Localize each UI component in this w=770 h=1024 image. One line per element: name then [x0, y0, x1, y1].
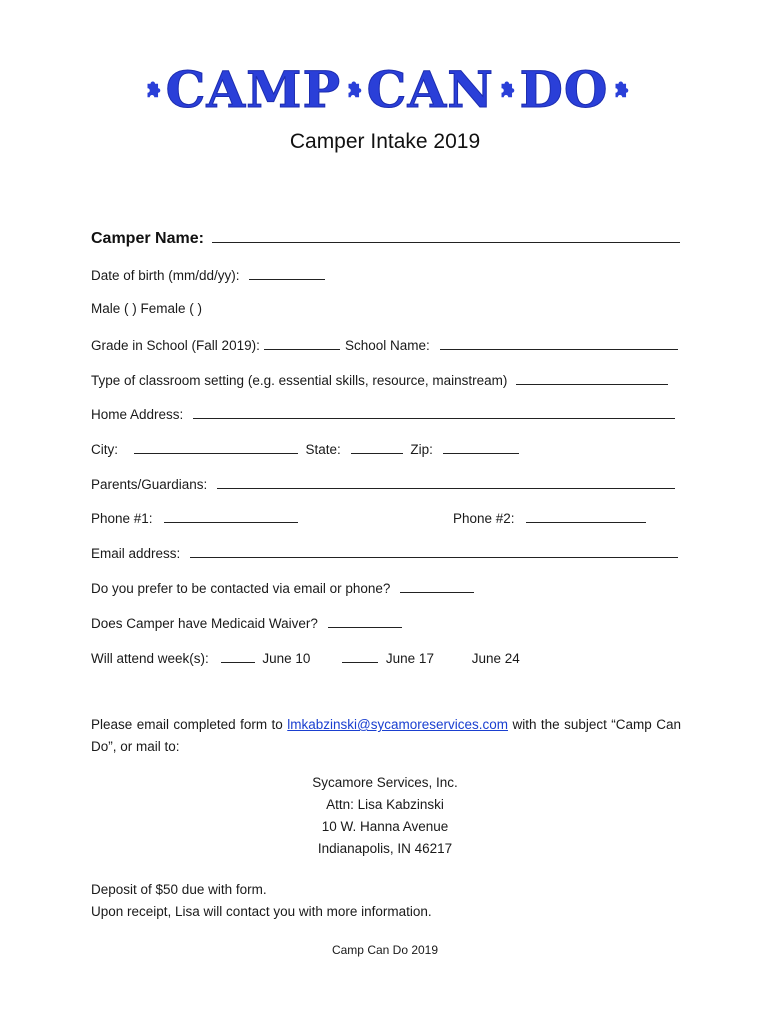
- camper-name-row: [91, 228, 680, 248]
- phone2-row: [453, 508, 646, 528]
- dob-label: Date of birth (mm/dd/yy):: [91, 268, 240, 283]
- medicaid-label: Does Camper have Medicaid Waiver?: [91, 616, 318, 631]
- home-address-label: Home Address:: [91, 407, 184, 422]
- phone1-field[interactable]: [164, 508, 298, 523]
- home-address-field[interactable]: [193, 404, 675, 419]
- phone1-row: [91, 508, 298, 528]
- puzzle-piece-icon: [611, 77, 631, 107]
- phone1-label: Phone #1:: [91, 511, 153, 526]
- email-field[interactable]: [190, 543, 678, 558]
- week1-label: June 10: [262, 651, 311, 666]
- home-address-row: [91, 404, 675, 424]
- week1-field[interactable]: [221, 648, 255, 663]
- form-title: Camper Intake 2019: [289, 130, 481, 153]
- logo-word-can: CAN: [366, 60, 494, 119]
- address-line: Indianapolis, IN 46217: [317, 841, 453, 856]
- classroom-row: [91, 370, 668, 390]
- city-label: City:: [91, 442, 118, 457]
- email-label: Email address:: [91, 546, 181, 561]
- school-name-label: School Name:: [345, 338, 430, 353]
- instructions-paragraph: [91, 714, 681, 758]
- week3-label: June 24: [471, 651, 520, 666]
- school-name-field[interactable]: [440, 335, 678, 350]
- state-label: State:: [305, 442, 341, 457]
- logo-word-camp: CAMP: [165, 60, 342, 119]
- deposit-line: Upon receipt, Lisa will contact you with more information.: [91, 904, 432, 919]
- gender-row: [91, 300, 202, 318]
- week2-label: June 17: [385, 651, 434, 666]
- medicaid-row: [91, 613, 402, 633]
- phone2-label: Phone #2:: [453, 511, 515, 526]
- dob-field[interactable]: [249, 265, 325, 280]
- city-field[interactable]: [134, 439, 298, 454]
- address-line: 10 W. Hanna Avenue: [321, 819, 449, 834]
- state-field[interactable]: [351, 439, 403, 454]
- logo-word-do: DO: [519, 60, 609, 119]
- parents-row: [91, 474, 675, 494]
- contact-pref-row: [91, 578, 474, 598]
- address-line: Sycamore Services, Inc.: [312, 775, 458, 790]
- medicaid-field[interactable]: [328, 613, 402, 628]
- deposit-paragraph: [91, 879, 681, 923]
- instructions-text: Please email completed form to: [91, 717, 288, 732]
- parents-field[interactable]: [217, 474, 675, 489]
- weeks-label: Will attend week(s):: [91, 651, 209, 666]
- email-link[interactable]: lmkabzinski@sycamoreservices.com: [287, 717, 509, 732]
- grade-label: Grade in School (Fall 2019):: [91, 338, 260, 353]
- weeks-row: [91, 648, 520, 668]
- phone2-field[interactable]: [526, 508, 646, 523]
- address-line: Attn: Lisa Kabzinski: [326, 797, 444, 812]
- dob-row: [91, 265, 325, 285]
- camper-name-field[interactable]: [212, 228, 680, 243]
- grade-row: [91, 335, 340, 355]
- grade-field[interactable]: [264, 335, 340, 350]
- page-footer: Camp Can Do 2019: [331, 943, 439, 957]
- zip-field[interactable]: [443, 439, 519, 454]
- contact-pref-field[interactable]: [400, 578, 474, 593]
- city-state-zip-row: [91, 439, 519, 459]
- female-option[interactable]: Female ( ): [140, 301, 203, 316]
- instructions-text-after: with the subject “Camp Can Do”, or mail to:: [91, 717, 681, 754]
- camp-can-do-logo: [140, 62, 634, 118]
- mailing-address: [0, 772, 770, 860]
- camper-name-label: Camper Name:: [91, 230, 204, 247]
- puzzle-piece-icon: [497, 77, 517, 107]
- parents-label: Parents/Guardians:: [91, 477, 208, 492]
- male-option[interactable]: Male ( ): [91, 301, 137, 316]
- puzzle-piece-icon: [344, 77, 364, 107]
- school-name-row: [345, 335, 678, 355]
- deposit-line: Deposit of $50 due with form.: [91, 882, 267, 897]
- contact-pref-label: Do you prefer to be contacted via email or phone?: [91, 581, 391, 596]
- email-row: [91, 543, 678, 563]
- classroom-label: Type of classroom setting (e.g. essential skills, resource, mainstream): [91, 373, 508, 388]
- classroom-field[interactable]: [516, 370, 668, 385]
- week2-field[interactable]: [342, 648, 378, 663]
- puzzle-piece-icon: [143, 77, 163, 107]
- zip-label: Zip:: [410, 442, 433, 457]
